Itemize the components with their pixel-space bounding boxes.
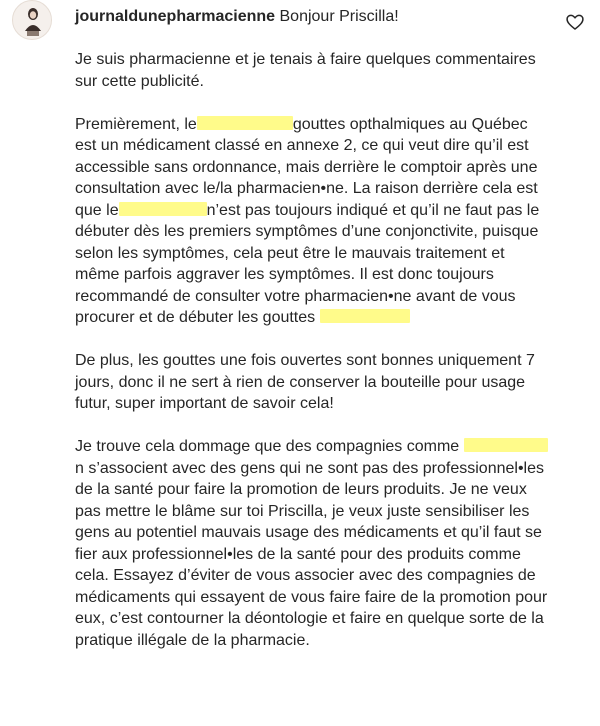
redacted-highlight [197, 116, 293, 130]
text-segment: n s’associent avec des gens qui ne sont pas des professionnel•les de la santé pour faire la promotion de leurs produits. Je ne veux pas mettre le blâme sur toi Priscilla, je veux juste sensibiliser les gens au potentiel mauvais usage des médicaments et qu’il faut se fier aux professionnel•les de la santé pour des produits comme cela. Essayez d’éviter de vous associer avec des compagnies de médicaments qui essayent de vous faire faire de la promotion pour eux, c’est contourner la déontologie et faire en quelque sorte de la pratique illégale de la pharmacie. [75, 459, 548, 649]
redacted-highlight [119, 202, 207, 216]
heart-icon[interactable] [565, 12, 585, 32]
comment-body [75, 6, 553, 673]
text-segment: n’est pas toujours indiqué et qu’il ne faut pas le débuter dès les premiers symptômes d’une conjonctivite, puisque selon les symptômes, cela peut être le mauvais traitement et même parfois aggraver les symptômes. Il est donc toujours recommandé de consulter votre pharmacien•ne avant de vous procurer et de débuter les gouttes [75, 201, 540, 326]
text-segment: Premièrement, le [75, 115, 197, 133]
comment-header [75, 6, 553, 28]
avatar[interactable] [12, 0, 52, 40]
redacted-highlight [320, 309, 410, 323]
paragraph-storage: De plus, les gouttes une fois ouvertes sont bonnes uniquement 7 jours, donc il ne sert à rien de conserver la bouteille pour usage futur, super important de savoir cela! [75, 352, 535, 412]
paragraph-conclusion [75, 436, 553, 651]
text-segment: Je trouve cela dommage que des compagnies comme [75, 438, 460, 455]
paragraph-intro: Je suis pharmacienne et je tenais à faire quelques commentaires sur cette publicité. [75, 51, 536, 90]
username-link[interactable]: journaldunepharmacienne [75, 8, 276, 25]
greeting-text: Bonjour Priscilla! [279, 8, 399, 25]
text-segment: gouttes opthalmiques au Québec est un médicament classé en annexe 2, ce qui veut dire qu’il est accessible sans ordonnance, mais derrière le comptoir après une consultation avec le/la pharmacien•ne. La raison derrière cela est que le [75, 115, 538, 219]
paragraph-rx-info [75, 114, 553, 329]
redacted-highlight [464, 438, 548, 452]
